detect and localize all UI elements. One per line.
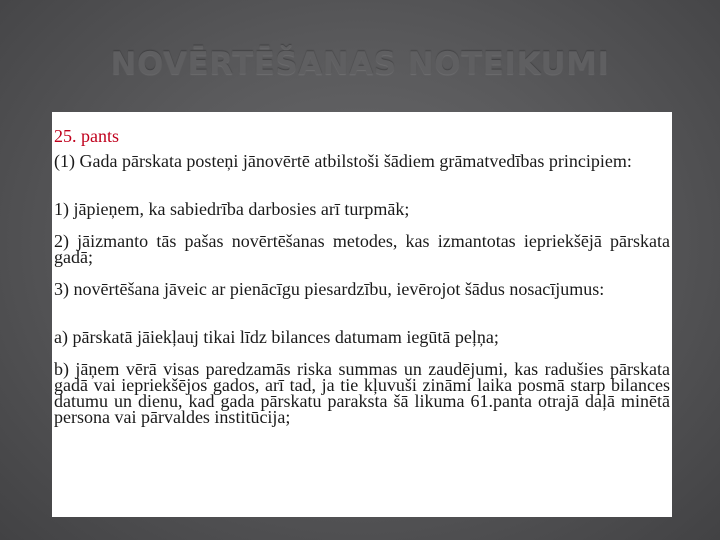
- paragraph-1: (1) Gada pārskata posteņi jānovērtē atbilstoši šādiem grāmatvedības principiem:: [54, 151, 632, 171]
- paragraph-3: 2) jāizmanto tās pašas novērtēšanas metodes, kas izmantotas iepriekšējā pārskata gadā;: [54, 231, 670, 267]
- paragraph-5: a) pārskatā jāiekļauj tikai līdz bilances datumam iegūtā peļņa;: [54, 327, 499, 347]
- paragraph-2: 1) jāpieņem, ka sabiedrība darbosies arī turpmāk;: [54, 199, 410, 219]
- content-panel: [52, 112, 672, 517]
- paragraph-4: 3) novērtēšana jāveic ar pienācīgu piesardzību, ievērojot šādus nosacījumus:: [54, 279, 605, 299]
- slide-title: NOVĒRTĒŠANAS NOTEIKUMI: [110, 46, 610, 82]
- paragraph-6: b) jāņem vērā visas paredzamās riska summas un zaudējumi, kas radušies pārskata gadā vai iepriekšējos gados, arī tad, ja tie kļuvuši zināmi laika posmā starp bilances datumu un dienu, kad gada pārskatu paraksta šā likuma 61.panta otrajā daļā minētā persona vai pārvaldes institūcija;: [54, 359, 670, 427]
- article-heading: 25. pants: [54, 126, 119, 146]
